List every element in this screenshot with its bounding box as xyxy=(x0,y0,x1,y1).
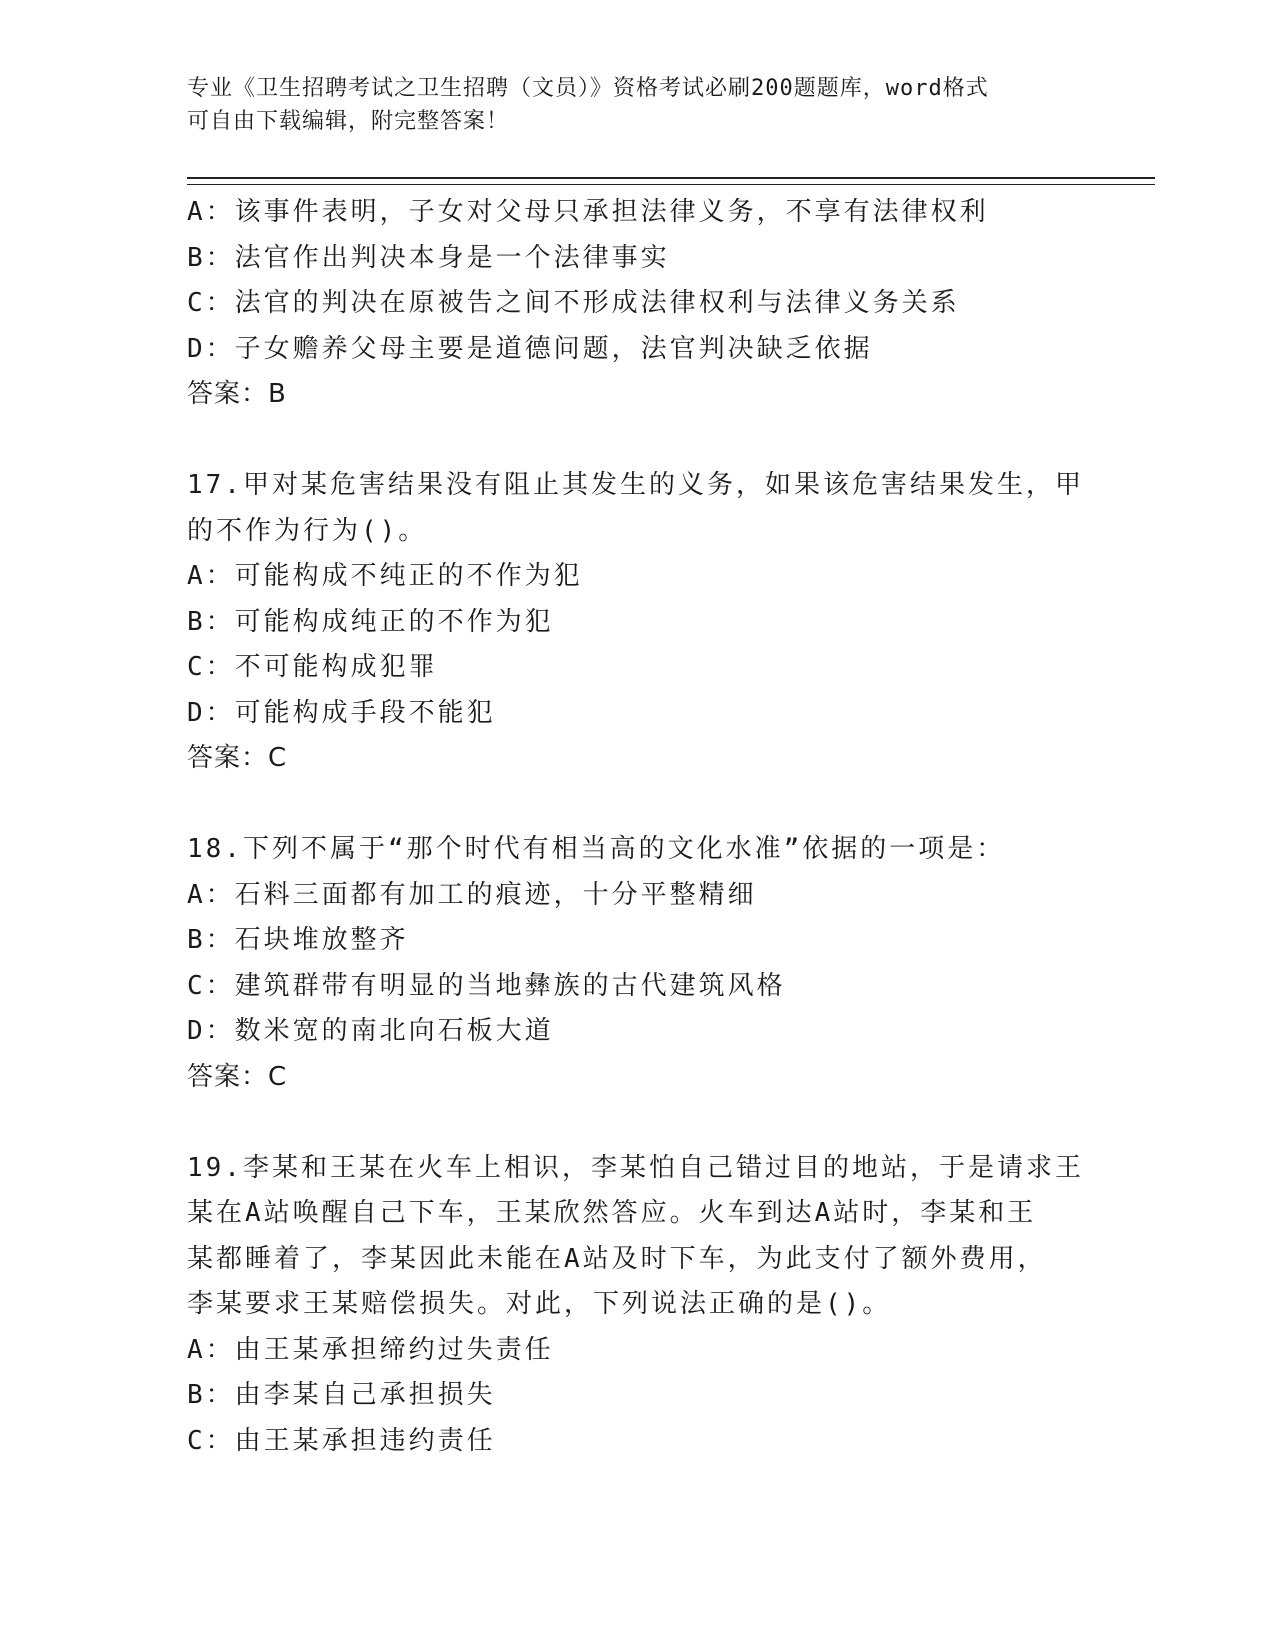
option-a: A：由王某承担缔约过失责任 xyxy=(187,1334,554,1365)
option-c: C：不可能构成犯罪 xyxy=(187,652,438,682)
option-b: B：石块堆放整齐 xyxy=(187,925,409,955)
question-stem-line: 18.下列不属于“那个时代有相当高的文化水准”依据的一项是： xyxy=(187,834,1006,864)
option-c: C：由王某承担违约责任 xyxy=(187,1425,496,1456)
question-stem-line: 某都睡着了，李某因此未能在A站及时下车，为此支付了额外费用， xyxy=(187,1243,1047,1274)
question-stem-line: 的不作为行为()。 xyxy=(187,515,428,546)
question-stem-line: 某在A站唤醒自己下车，王某欣然答应。火车到达A站时，李某和王 xyxy=(187,1198,1037,1228)
question-stem-line: 17.甲对某危害结果没有阻止其发生的义务，如果该危害结果发生，甲 xyxy=(187,470,1084,500)
spacer xyxy=(187,782,1087,828)
option-b: B：由李某自己承担损失 xyxy=(187,1380,496,1410)
header-line-1: 专业《卫生招聘考试之卫生招聘（文员）》资格考试必刷200题题库，word格式 xyxy=(187,76,989,101)
spacer xyxy=(187,1100,1087,1146)
option-d: D：子女赡养父母主要是道德问题，法官判决缺乏依据 xyxy=(187,333,873,364)
answer: 答案：C xyxy=(187,743,288,773)
option-d: D：可能构成手段不能犯 xyxy=(187,697,496,728)
page-header xyxy=(187,72,1067,138)
answer: 答案：C xyxy=(187,1061,288,1092)
option-c: C：建筑群带有明显的当地彝族的古代建筑风格 xyxy=(187,970,786,1001)
spacer xyxy=(187,418,1087,464)
header-divider xyxy=(187,177,1155,185)
option-a: A：石料三面都有加工的痕迹，十分平整精细 xyxy=(187,879,757,910)
question-stem-line: 李某要求王某赔偿损失。对此，下列说法正确的是()。 xyxy=(187,1289,892,1319)
question-18 xyxy=(187,827,1087,1100)
question-17 xyxy=(187,463,1087,782)
option-a: A：可能构成不纯正的不作为犯 xyxy=(187,561,583,591)
question-stem-line: 19.李某和王某在火车上相识，李某怕自己错过目的地站，于是请求王 xyxy=(187,1152,1084,1183)
option-a: A：该事件表明，子女对父母只承担法律义务，不享有法律权利 xyxy=(187,197,989,227)
option-c: C：法官的判决在原被告之间不形成法律权利与法律义务关系 xyxy=(187,288,960,318)
question-16 xyxy=(187,190,1087,418)
answer: 答案：B xyxy=(187,379,287,409)
header-line-2: 可自由下载编辑，附完整答案！ xyxy=(187,109,510,134)
question-content xyxy=(187,190,1087,1464)
question-19 xyxy=(187,1146,1087,1465)
option-b: B：可能构成纯正的不作为犯 xyxy=(187,606,554,637)
option-b: B：法官作出判决本身是一个法律事实 xyxy=(187,242,670,273)
option-d: D：数米宽的南北向石板大道 xyxy=(187,1016,554,1046)
